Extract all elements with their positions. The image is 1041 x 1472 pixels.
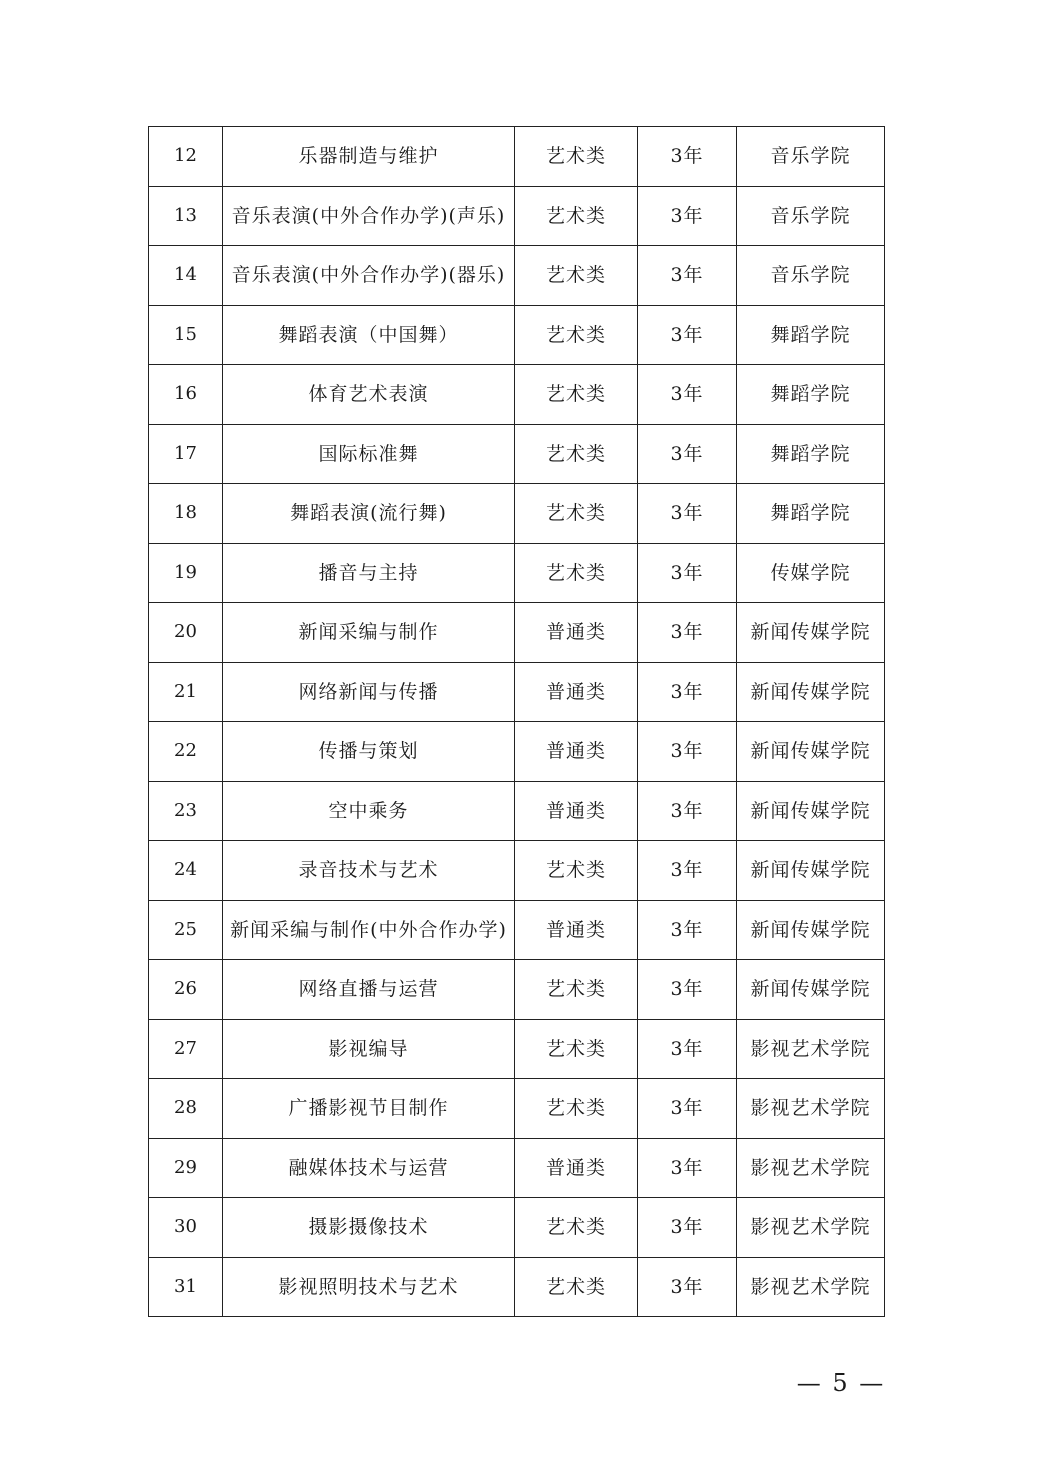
row-number-cell: 24 — [149, 841, 223, 901]
row-number-cell: 16 — [149, 365, 223, 425]
college-cell: 新闻传媒学院 — [737, 781, 885, 841]
duration-cell: 3年 — [638, 186, 737, 246]
category-cell: 普通类 — [515, 900, 638, 960]
duration-cell: 3年 — [638, 484, 737, 544]
row-number-cell: 15 — [149, 305, 223, 365]
college-cell: 影视艺术学院 — [737, 1019, 885, 1079]
row-number-cell: 25 — [149, 900, 223, 960]
table-row — [149, 1138, 885, 1198]
college-cell: 舞蹈学院 — [737, 484, 885, 544]
table-row — [149, 186, 885, 246]
category-cell: 艺术类 — [515, 1198, 638, 1258]
table-row — [149, 722, 885, 782]
table-row — [149, 662, 885, 722]
category-cell: 艺术类 — [515, 1257, 638, 1317]
major-name-cell: 影视编导 — [223, 1019, 515, 1079]
row-number-cell: 28 — [149, 1079, 223, 1139]
category-cell: 艺术类 — [515, 1019, 638, 1079]
major-name-cell: 音乐表演(中外合作办学)(器乐) — [223, 246, 515, 306]
table-row — [149, 484, 885, 544]
row-number-cell: 30 — [149, 1198, 223, 1258]
duration-cell: 3年 — [638, 960, 737, 1020]
duration-cell: 3年 — [638, 543, 737, 603]
duration-cell: 3年 — [638, 603, 737, 663]
major-name-cell: 传播与策划 — [223, 722, 515, 782]
college-cell: 新闻传媒学院 — [737, 603, 885, 663]
college-cell: 音乐学院 — [737, 186, 885, 246]
college-cell: 新闻传媒学院 — [737, 722, 885, 782]
major-name-cell: 广播影视节目制作 — [223, 1079, 515, 1139]
majors-table-body — [149, 127, 885, 1317]
college-cell: 新闻传媒学院 — [737, 841, 885, 901]
row-number-cell: 23 — [149, 781, 223, 841]
category-cell: 普通类 — [515, 722, 638, 782]
major-name-cell: 影视照明技术与艺术 — [223, 1257, 515, 1317]
row-number-cell: 12 — [149, 127, 223, 187]
duration-cell: 3年 — [638, 900, 737, 960]
page-number: — 5 — — [796, 1369, 886, 1397]
category-cell: 艺术类 — [515, 305, 638, 365]
duration-cell: 3年 — [638, 127, 737, 187]
major-name-cell: 网络直播与运营 — [223, 960, 515, 1020]
table-row — [149, 960, 885, 1020]
college-cell: 舞蹈学院 — [737, 365, 885, 425]
table-row — [149, 365, 885, 425]
row-number-cell: 26 — [149, 960, 223, 1020]
college-cell: 新闻传媒学院 — [737, 662, 885, 722]
major-name-cell: 舞蹈表演（中国舞） — [223, 305, 515, 365]
college-cell: 音乐学院 — [737, 246, 885, 306]
category-cell: 普通类 — [515, 1138, 638, 1198]
row-number-cell: 31 — [149, 1257, 223, 1317]
category-cell: 普通类 — [515, 662, 638, 722]
table-row — [149, 1079, 885, 1139]
category-cell: 艺术类 — [515, 960, 638, 1020]
row-number-cell: 19 — [149, 543, 223, 603]
row-number-cell: 13 — [149, 186, 223, 246]
major-name-cell: 录音技术与艺术 — [223, 841, 515, 901]
table-row — [149, 603, 885, 663]
college-cell: 舞蹈学院 — [737, 305, 885, 365]
college-cell: 新闻传媒学院 — [737, 900, 885, 960]
table-row — [149, 305, 885, 365]
major-name-cell: 舞蹈表演(流行舞) — [223, 484, 515, 544]
duration-cell: 3年 — [638, 1198, 737, 1258]
category-cell: 艺术类 — [515, 841, 638, 901]
major-name-cell: 播音与主持 — [223, 543, 515, 603]
table-row — [149, 1257, 885, 1317]
duration-cell: 3年 — [638, 841, 737, 901]
category-cell: 艺术类 — [515, 365, 638, 425]
category-cell: 普通类 — [515, 603, 638, 663]
major-name-cell: 空中乘务 — [223, 781, 515, 841]
duration-cell: 3年 — [638, 1138, 737, 1198]
category-cell: 艺术类 — [515, 543, 638, 603]
category-cell: 艺术类 — [515, 484, 638, 544]
duration-cell: 3年 — [638, 1079, 737, 1139]
duration-cell: 3年 — [638, 246, 737, 306]
major-name-cell: 国际标准舞 — [223, 424, 515, 484]
college-cell: 音乐学院 — [737, 127, 885, 187]
table-row — [149, 841, 885, 901]
row-number-cell: 17 — [149, 424, 223, 484]
college-cell: 舞蹈学院 — [737, 424, 885, 484]
table-row — [149, 246, 885, 306]
category-cell: 艺术类 — [515, 127, 638, 187]
row-number-cell: 21 — [149, 662, 223, 722]
table-row — [149, 424, 885, 484]
category-cell: 艺术类 — [515, 424, 638, 484]
table-row — [149, 1019, 885, 1079]
majors-table-container — [148, 126, 884, 1317]
duration-cell: 3年 — [638, 365, 737, 425]
duration-cell: 3年 — [638, 722, 737, 782]
row-number-cell: 18 — [149, 484, 223, 544]
college-cell: 新闻传媒学院 — [737, 960, 885, 1020]
duration-cell: 3年 — [638, 1019, 737, 1079]
row-number-cell: 14 — [149, 246, 223, 306]
table-row — [149, 900, 885, 960]
major-name-cell: 音乐表演(中外合作办学)(声乐) — [223, 186, 515, 246]
major-name-cell: 新闻采编与制作 — [223, 603, 515, 663]
category-cell: 普通类 — [515, 781, 638, 841]
majors-table — [148, 126, 885, 1317]
major-name-cell: 体育艺术表演 — [223, 365, 515, 425]
duration-cell: 3年 — [638, 781, 737, 841]
duration-cell: 3年 — [638, 662, 737, 722]
major-name-cell: 摄影摄像技术 — [223, 1198, 515, 1258]
major-name-cell: 乐器制造与维护 — [223, 127, 515, 187]
table-row — [149, 781, 885, 841]
college-cell: 影视艺术学院 — [737, 1079, 885, 1139]
table-row — [149, 1198, 885, 1258]
category-cell: 艺术类 — [515, 246, 638, 306]
table-row — [149, 543, 885, 603]
college-cell: 影视艺术学院 — [737, 1198, 885, 1258]
table-row — [149, 127, 885, 187]
duration-cell: 3年 — [638, 305, 737, 365]
college-cell: 传媒学院 — [737, 543, 885, 603]
row-number-cell: 29 — [149, 1138, 223, 1198]
row-number-cell: 20 — [149, 603, 223, 663]
college-cell: 影视艺术学院 — [737, 1257, 885, 1317]
college-cell: 影视艺术学院 — [737, 1138, 885, 1198]
duration-cell: 3年 — [638, 1257, 737, 1317]
major-name-cell: 融媒体技术与运营 — [223, 1138, 515, 1198]
duration-cell: 3年 — [638, 424, 737, 484]
major-name-cell: 新闻采编与制作(中外合作办学) — [223, 900, 515, 960]
major-name-cell: 网络新闻与传播 — [223, 662, 515, 722]
row-number-cell: 27 — [149, 1019, 223, 1079]
category-cell: 艺术类 — [515, 1079, 638, 1139]
row-number-cell: 22 — [149, 722, 223, 782]
category-cell: 艺术类 — [515, 186, 638, 246]
